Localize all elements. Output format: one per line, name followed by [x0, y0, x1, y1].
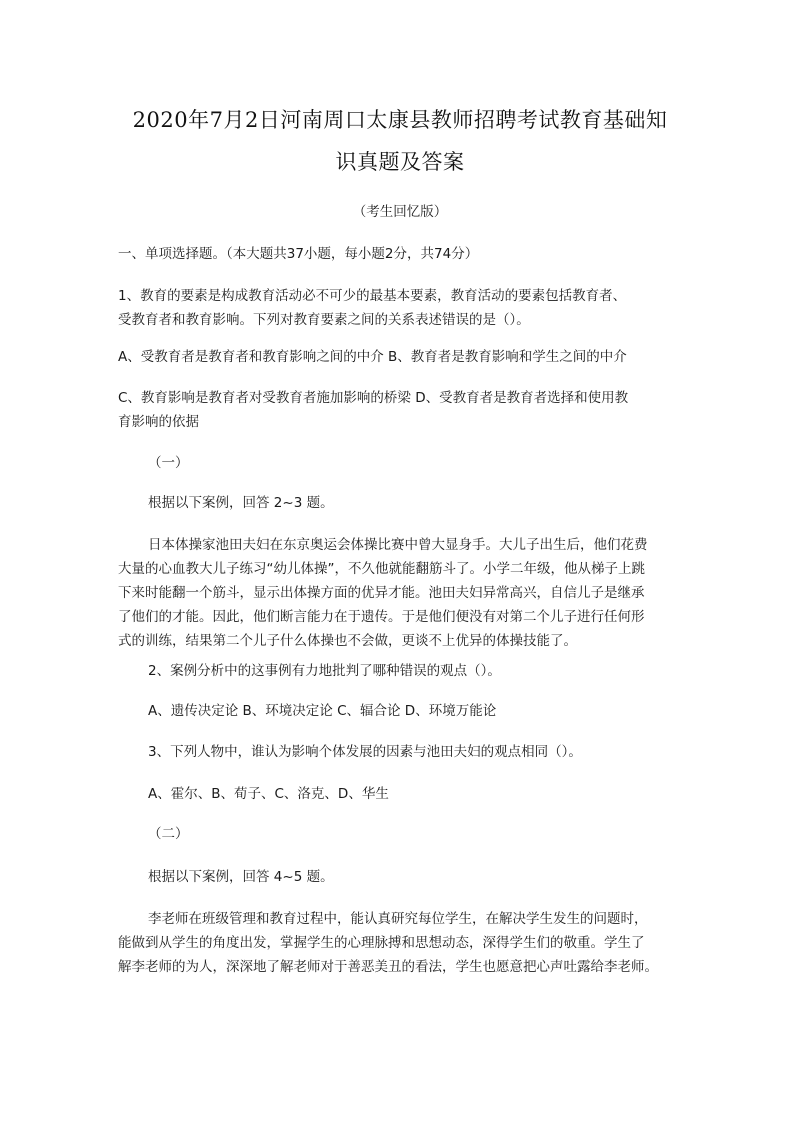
document-title-line-1: 2020年7月2日河南周口太康县教师招聘考试教育基础知: [132, 108, 668, 132]
case-1-label: （一）: [148, 455, 189, 471]
case-2-text-line-1: 李老师在班级管理和教育过程中，能认真研究每位学生，在解决学生发生的问题时，: [148, 911, 648, 927]
section-heading: 一、单项选择题。（本大题共37小题，每小题2分，共74分）: [118, 246, 479, 262]
document-title-line-2: 识真题及答案: [335, 150, 465, 174]
question-3: 3、下列人物中，谁认为影响个体发展的因素与池田夫妇的观点相同（）。: [148, 744, 582, 760]
question-1-line-2: 受教育者和教育影响。下列对教育要素之间的关系表述错误的是（）。: [118, 312, 530, 328]
question-1-options-cd-line-1: C、教育影响是教育者对受教育者施加影响的桥梁 D、受教育者是教育者选择和使用教: [118, 390, 629, 406]
case-1-text-line-4: 了他们的才能。因此，他们断言能力在于遗传。于是他们便没有对第二个儿子进行任何形: [118, 609, 645, 625]
case-1-text-line-1: 日本体操家池田夫妇在东京奥运会体操比赛中曾大显身手。大儿子出生后，他们花费: [148, 537, 648, 553]
question-1-line-1: 1、教育的要素是构成教育活动必不可少的最基本要素，教育活动的要素包括教育者、: [118, 288, 627, 304]
case-1-text-line-5: 式的训练，结果第二个儿子什么体操也不会做，更谈不上优异的体操技能了。: [118, 633, 577, 649]
case-1-text-line-3: 下来时能翻一个筋斗，显示出体操方面的优异才能。池田夫妇异常高兴，自信儿子是继承: [118, 585, 645, 601]
case-1-intro: 根据以下案例，回答 2~3 题。: [148, 495, 334, 511]
question-2: 2、案例分析中的这事例有力地批判了哪种错误的观点（）。: [148, 663, 501, 679]
question-1-options-ab: A、受教育者是教育者和教育影响之间的中介 B、教育者是教育影响和学生之间的中介: [118, 349, 627, 365]
question-3-options: A、霍尔、B、荀子、C、洛克、D、华生: [148, 786, 389, 802]
case-1-text-line-2: 大量的心血教大儿子练习“幼儿体操”，不久他就能翻筋斗了。小学二年级，他从梯子上跳: [118, 561, 645, 577]
case-2-label: （二）: [148, 826, 189, 842]
case-2-text-line-2: 能做到从学生的角度出发，掌握学生的心理脉搏和思想动态，深得学生们的敬重。学生了: [118, 935, 645, 951]
case-2-text-line-3: 解李老师的为人，深深地了解老师对于善恶美丑的看法，学生也愿意把心声吐露给李老师。: [118, 959, 658, 975]
case-2-intro: 根据以下案例，回答 4~5 题。: [148, 869, 334, 885]
subtitle: （考生回忆版）: [352, 204, 448, 220]
question-1-options-cd-line-2: 育影响的依据: [118, 414, 199, 430]
question-2-options: A、遗传决定论 B、环境决定论 C、辐合论 D、环境万能论: [148, 703, 497, 719]
